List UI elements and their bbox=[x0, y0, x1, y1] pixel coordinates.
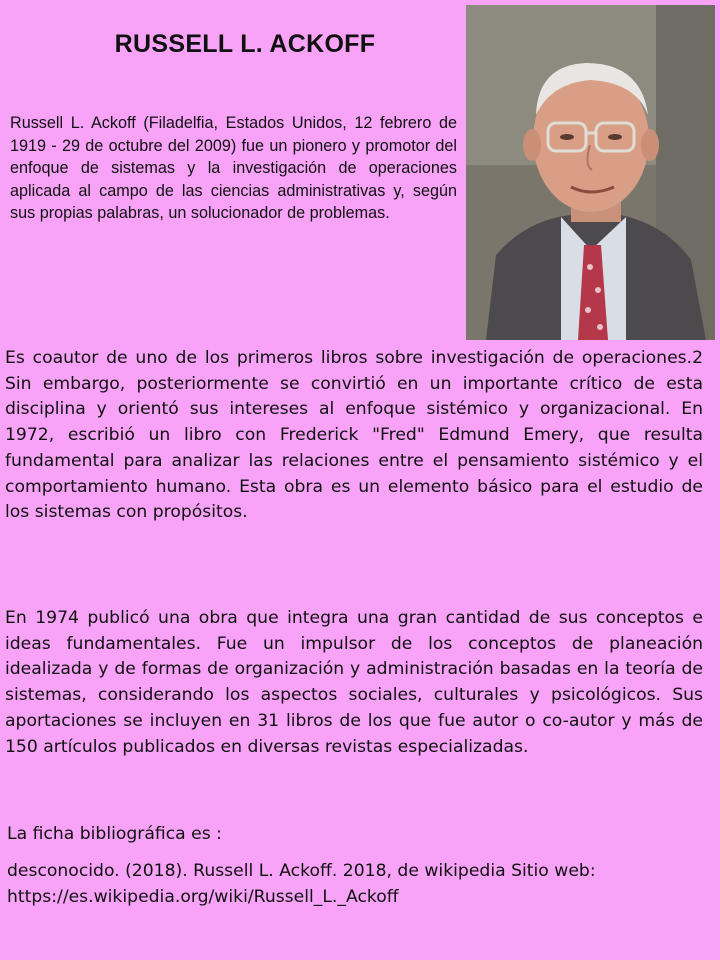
intro-paragraph: Russell L. Ackoff (Filadelfia, Estados Unidos, 12 febrero de 1919 - 29 de octubre del 2009) fue un pionero y promotor del enfoque de sistemas y la investigación de operaciones aplicada al campo de las ciencias administrativas y, según sus propias palabras, un solucionador de problemas. bbox=[10, 114, 457, 223]
bibliography-label: La ficha bibliográfica es : bbox=[7, 824, 222, 844]
body-paragraph-2: En 1974 publicó una obra que integra una gran cantidad de sus conceptos e ideas fundamentales. Fue un impulsor de los conceptos de planeación idealizada y de formas de organización y administración basadas en la teoría de sistemas, considerando los aspectos sociales, culturales y psicológicos. Sus aportaciones se incluyen en 31 libros de los que fue autor o co-autor y más de 150 artículos publicados en diversas revistas especializadas. bbox=[5, 608, 703, 757]
body-paragraph-1: Es coautor de uno de los primeros libros sobre investigación de operaciones.2 Sin embargo, posteriormente se convirtió en un importante crítico de esta disciplina y orientó sus intereses al enfoque sistémico y organizacional. En 1972, escribió un libro con Frederick "Fred" Edmund Emery, que resulta fundamental para analizar las relaciones entre el pensamiento sistémico y el comportamiento humano. Esta obra es un elemento básico para el estudio de los sistemas con propósitos. bbox=[5, 348, 703, 523]
page-title: RUSSELL L. ACKOFF bbox=[114, 30, 376, 58]
bibliography-citation: desconocido. (2018). Russell L. Ackoff. 2018, de wikipedia Sitio web: https://es.wikipedia.org/wiki/Russell_L._Ackoff bbox=[7, 861, 596, 907]
portrait-illustration bbox=[466, 5, 715, 340]
portrait-photo bbox=[466, 5, 715, 340]
